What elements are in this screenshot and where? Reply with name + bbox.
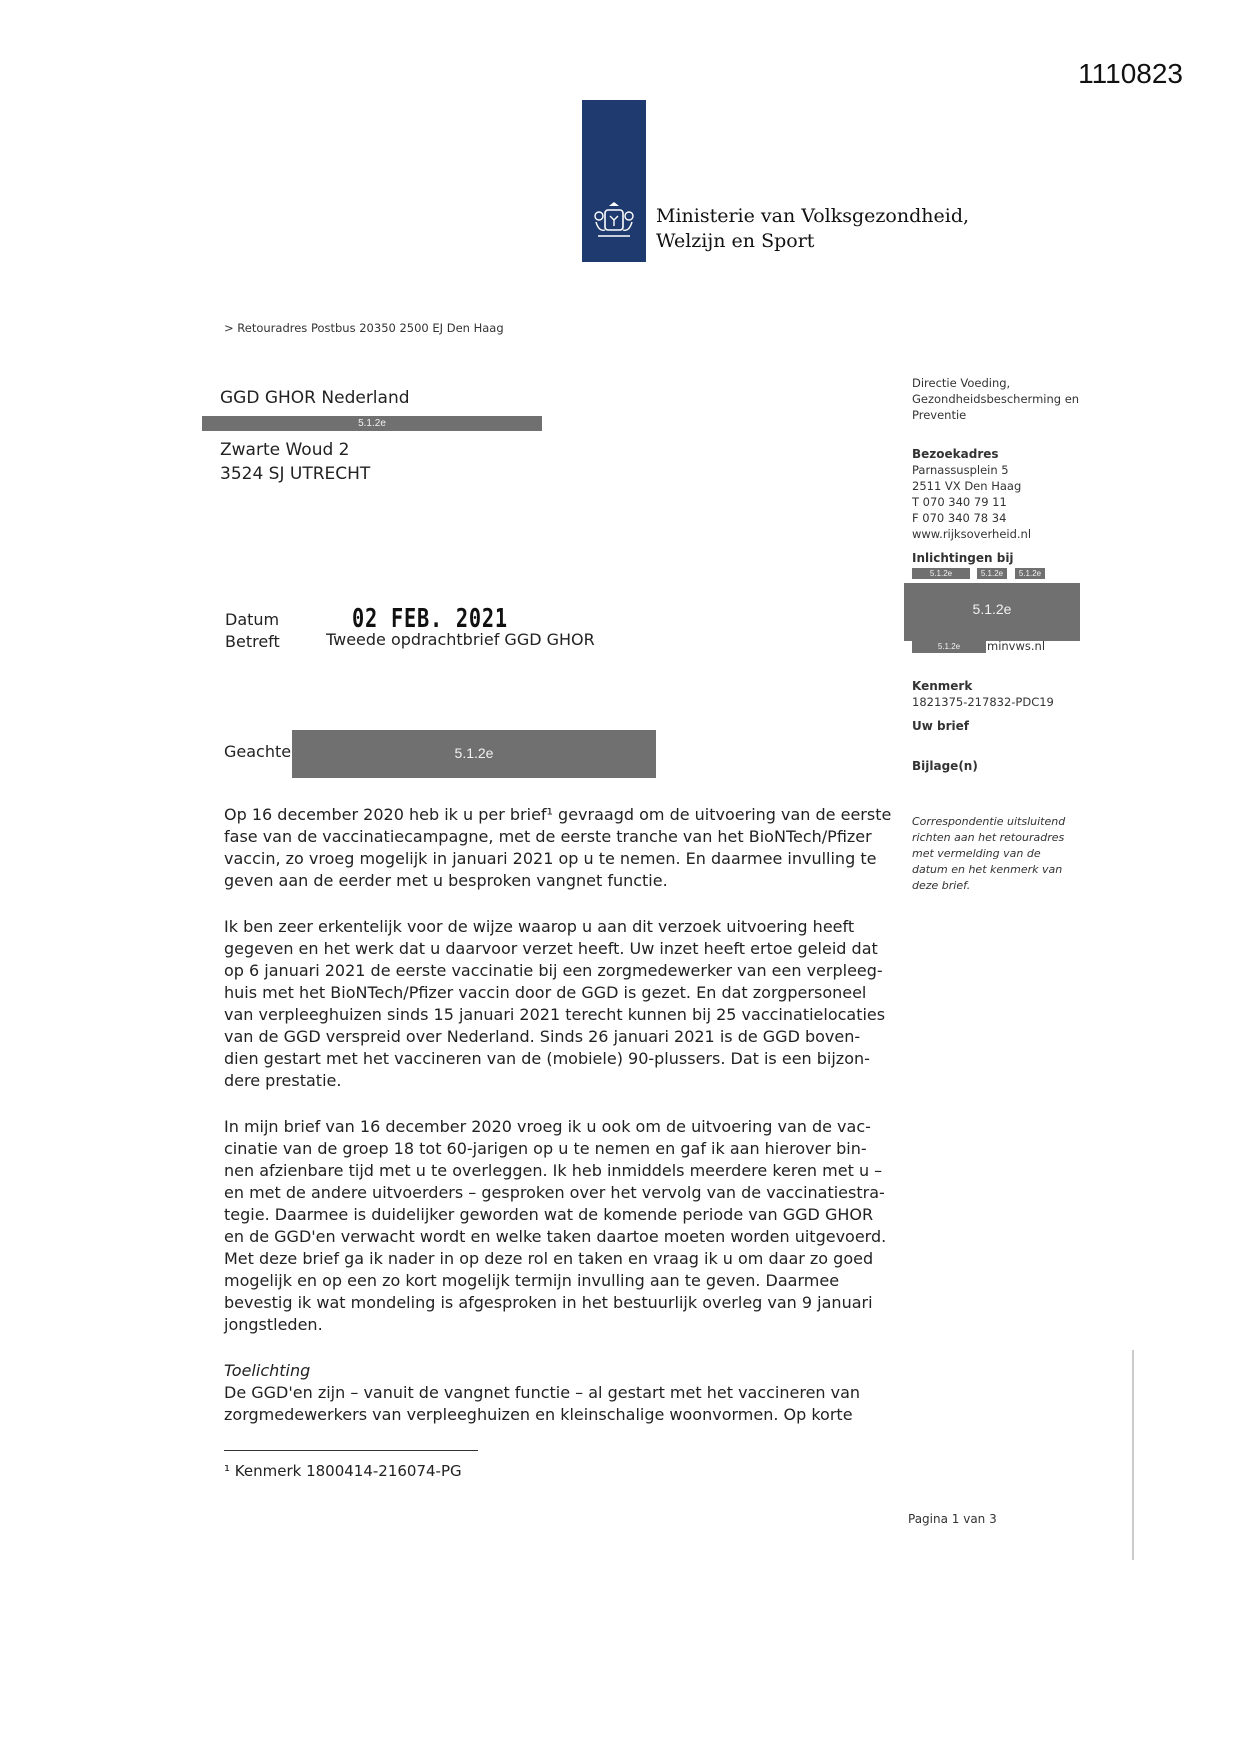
- ministry-name-line2: Welzijn en Sport: [656, 230, 815, 252]
- crest-icon: [590, 196, 638, 244]
- website-link[interactable]: www.rijksoverheid.nl: [912, 527, 1032, 541]
- ministry-name: [656, 204, 969, 254]
- ministry-name-line1: Ministerie van Volksgezondheid,: [656, 205, 970, 227]
- paragraph-2: Ik ben zeer erkentelijk voor de wijze waarop u aan dit verzoek uitvoering heeft gegeven en het werk dat u daarvoor verzet heeft. Uw inzet heeft ertoe geleid dat op 6 januari 2021 de eerste vaccinatie bij een zorgmedewerker van een verpleeg- huis met het BioNTech/Pfizer vaccin door de GGD is gezet. En dat zorgpersoneel van verpleeghuizen sinds 15 januari 2021 terecht kunnen bij 25 vaccinatielocaties van de GGD verspreid over Nederland. Sinds 26 januari 2021 is de GGD boven- dien gestart met het vaccineren van de (mobiele) 90-plussers. Dat is een bijzon- dere prestatie.: [224, 917, 886, 1090]
- redaction-block: 5.1.2e: [977, 568, 1007, 579]
- page-number: Pagina 1 van 3: [908, 1512, 997, 1526]
- sidebar-info-label: Inlichtingen bij: [912, 551, 1014, 565]
- return-address: > Retouradres Postbus 20350 2500 EJ Den Haag: [224, 321, 504, 335]
- recipient-postal-city: 3524 SJ UTRECHT: [220, 464, 371, 484]
- redaction-block: 5.1.2e: [912, 641, 986, 653]
- footnote: ¹ Kenmerk 1800414-216074-PG: [224, 1462, 462, 1480]
- salutation: Geachte: [224, 742, 292, 761]
- sidebar-correspondence-note: Correspondentie uitsluitend richten aan het retouradres met vermelding van de datum en het kenmerk van deze brief.: [912, 815, 1066, 892]
- sidebar-bijlagen: Bijlage(n): [912, 759, 978, 773]
- scan-edge: [1132, 1350, 1134, 1560]
- paragraph-4: De GGD'en zijn – vanuit de vangnet functie – al gestart met het vaccineren van zorgmedewerkers van verpleeghuizen en kleinschalige woonvormen. Op korte: [224, 1383, 861, 1424]
- subject-label: Betreft: [225, 632, 280, 651]
- redaction-block: 5.1.2e: [912, 568, 970, 579]
- redaction-block: 5.1.2e: [904, 583, 1080, 641]
- recipient-organization: GGD GHOR Nederland: [220, 388, 410, 408]
- sidebar-directorate: Directie Voeding, Gezondheidsbescherming en Preventie: [912, 376, 1080, 422]
- subject-value: Tweede opdrachtbrief GGD GHOR: [326, 630, 595, 649]
- sidebar-visit-address: Bezoekadres Parnassusplein 5 2511 VX Den Haag T 070 340 79 11 F 070 340 78 34 www.rijksoverheid.nl: [912, 447, 1032, 541]
- redaction-block: 5.1.2e: [1015, 568, 1045, 579]
- recipient-street: Zwarte Woud 2: [220, 440, 350, 460]
- sidebar-uw-brief: Uw brief: [912, 719, 969, 733]
- section-heading: Toelichting: [224, 1361, 311, 1380]
- document-number: 1110823: [1078, 58, 1183, 89]
- date-stamp: 02 FEB. 2021: [352, 604, 508, 634]
- paragraph-1: Op 16 december 2020 heb ik u per brief¹ gevraagd om de uitvoering van de eerste fase van de vaccinatiecampagne, met de eerste tranche van het BioNTech/Pfizer vaccin, zo vroeg mogelijk in januari 2021 op u te nemen. En daarmee invulling te geven aan de eerder met u besproken vangnet functie.: [224, 805, 892, 890]
- email-domain: minvws.nl: [987, 639, 1046, 653]
- redaction-block: 5.1.2e: [292, 730, 656, 778]
- paragraph-3: In mijn brief van 16 december 2020 vroeg ik u ook om de uitvoering van de vac- cinatie van de groep 18 tot 60-jarigen op u te nemen en gaf ik aan hierover bin- nen afzienbare tijd met u te overleggen. Ik heb inmiddels meerdere keren met u – en met de andere uitvoerders – gesproken over het vervolg van de vaccinatiestra- tegie. Daarmee is duidelijker geworden wat de komende periode van GGD GHOR en de GGD'en verwacht wordt en welke taken daartoe moeten worden uitgevoerd. Met deze brief ga ik nader in op deze rol en taken en vraag ik u om daar zo goed mogelijk en op een zo kort mogelijk termijn invulling aan te geven. Daarmee bevestig ik wat mondeling is afgesproken in het bestuurlijk overleg van 9 januari jongstleden.: [224, 1117, 887, 1334]
- redaction-block: 5.1.2e: [202, 416, 542, 431]
- government-logo: [582, 100, 646, 262]
- footnote-divider: [224, 1450, 478, 1451]
- date-label: Datum: [225, 610, 280, 629]
- sidebar-kenmerk: Kenmerk 1821375-217832-PDC19: [912, 679, 1054, 709]
